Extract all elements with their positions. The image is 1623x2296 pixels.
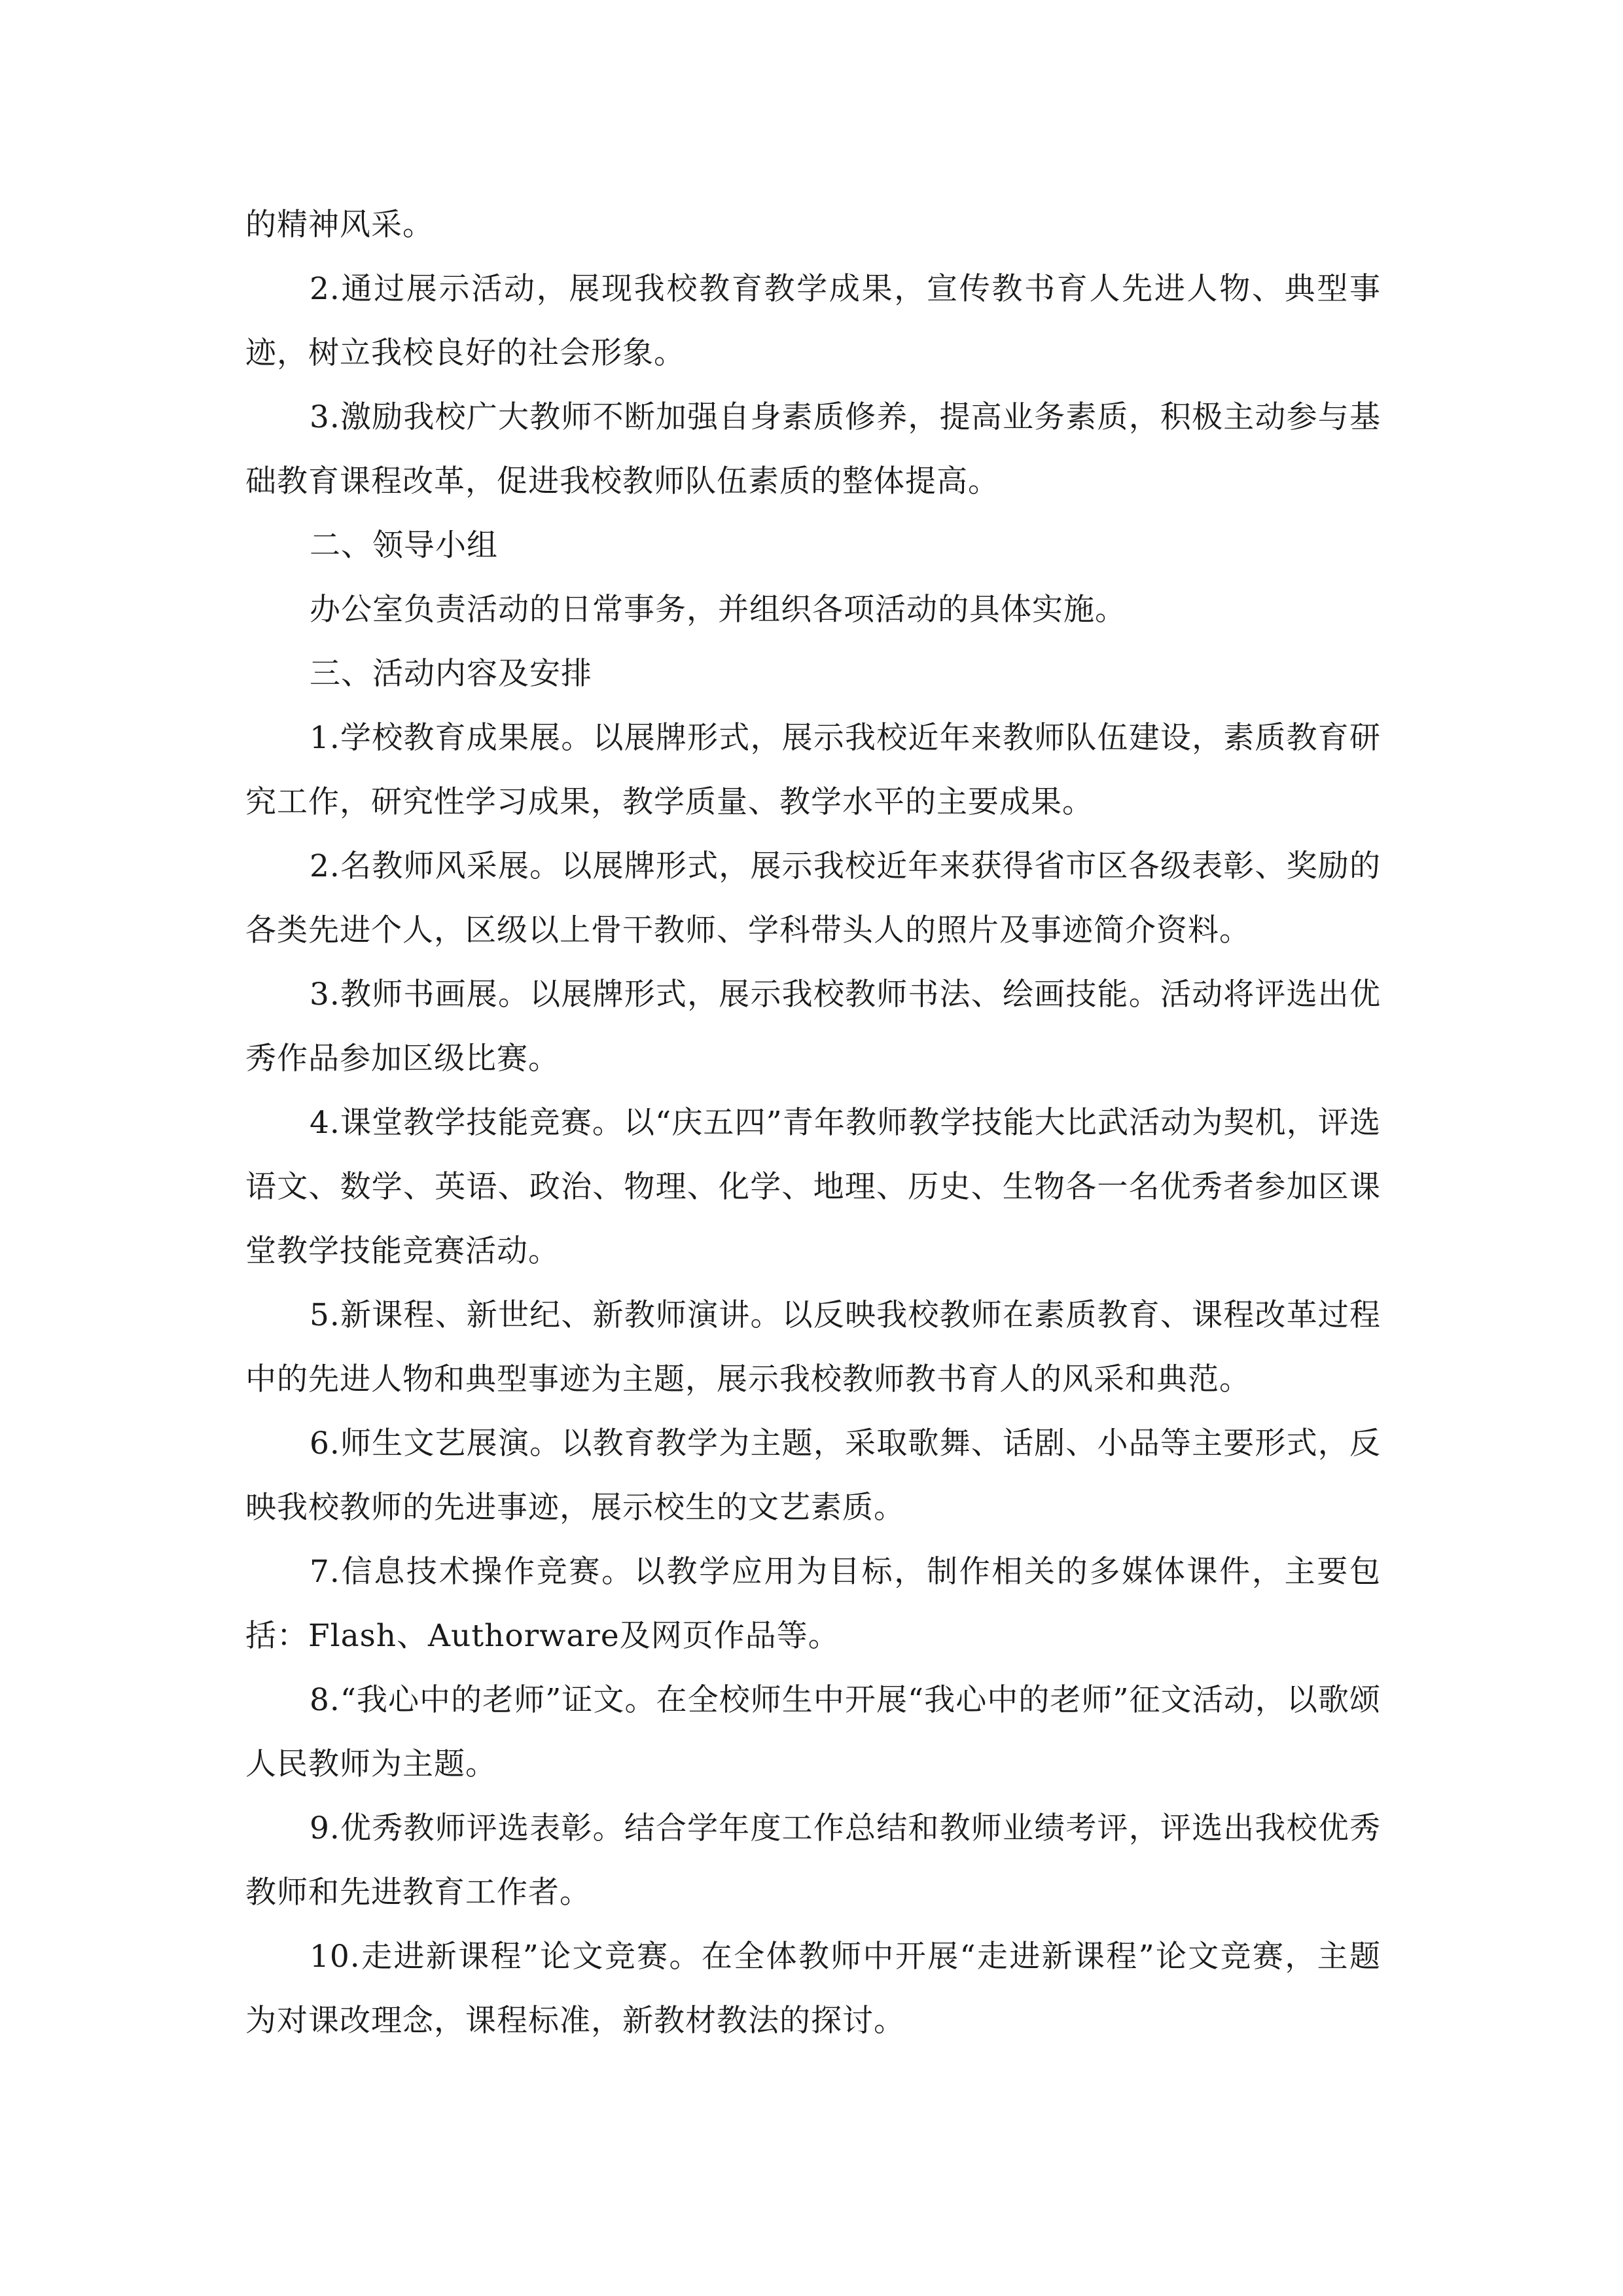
paragraph-activity-9: 9.优秀教师评选表彰。结合学年度工作总结和教师业绩考评，评选出我校优秀教师和先进教育工作者。: [245, 1810, 1381, 1910]
section-heading-activities: 三、活动内容及安排: [310, 656, 592, 692]
paragraph-activity-5: 5.新课程、新世纪、新教师演讲。以反映我校教师在素质教育、课程改革过程中的先进人物和典型事迹为主题，展示我校教师教书育人的风采和典范。: [245, 1297, 1381, 1397]
paragraph-activity-3: 3.教师书画展。以展牌形式，展示我校教师书法、绘画技能。活动将评选出优秀作品参加区级比赛。: [245, 977, 1381, 1077]
paragraph-continuation: 的精神风采。: [245, 207, 434, 243]
paragraph-goal-3: 3.激励我校广大教师不断加强自身素质修养，提高业务素质，积极主动参与基础教育课程改革，促进我校教师队伍素质的整体提高。: [245, 399, 1381, 499]
paragraph-activity-2: 2.名教师风采展。以展牌形式，展示我校近年来获得省市区各级表彰、奖励的各类先进个人，区级以上骨干教师、学科带头人的照片及事迹简介资料。: [245, 848, 1381, 948]
paragraph-activity-4: 4.课堂教学技能竞赛。以“庆五四”青年教师教学技能大比武活动为契机，评选语文、数学、英语、政治、物理、化学、地理、历史、生物各一名优秀者参加区课堂教学技能竞赛活动。: [245, 1105, 1381, 1269]
paragraph-activity-1: 1.学校教育成果展。以展牌形式，展示我校近年来教师队伍建设，素质教育研究工作，研究性学习成果，教学质量、教学水平的主要成果。: [245, 720, 1381, 820]
paragraph-goal-2: 2.通过展示活动，展现我校教育教学成果，宣传教书育人先进人物、典型事迹，树立我校良好的社会形象。: [245, 271, 1381, 371]
paragraph-activity-8: 8.“我心中的老师”证文。在全校师生中开展“我心中的老师”征文活动，以歌颂人民教师为主题。: [245, 1682, 1381, 1782]
paragraph-leadership: 办公室负责活动的日常事务，并组织各项活动的具体实施。: [310, 592, 1126, 628]
paragraph-activity-6: 6.师生文艺展演。以教育教学为主题，采取歌舞、话剧、小品等主要形式，反映我校教师的先进事迹，展示校生的文艺素质。: [245, 1426, 1381, 1526]
section-heading-leadership: 二、领导小组: [310, 528, 498, 564]
paragraph-activity-10: 10.走进新课程”论文竞赛。在全体教师中开展“走进新课程”论文竞赛，主题为对课改理念，课程标准，新教材教法的探讨。: [245, 1939, 1381, 2039]
paragraph-activity-7: 7.信息技术操作竞赛。以教学应用为目标，制作相关的多媒体课件，主要包括：Flash、Authorware及网页作品等。: [245, 1554, 1381, 1654]
document-body: [245, 193, 1381, 2053]
